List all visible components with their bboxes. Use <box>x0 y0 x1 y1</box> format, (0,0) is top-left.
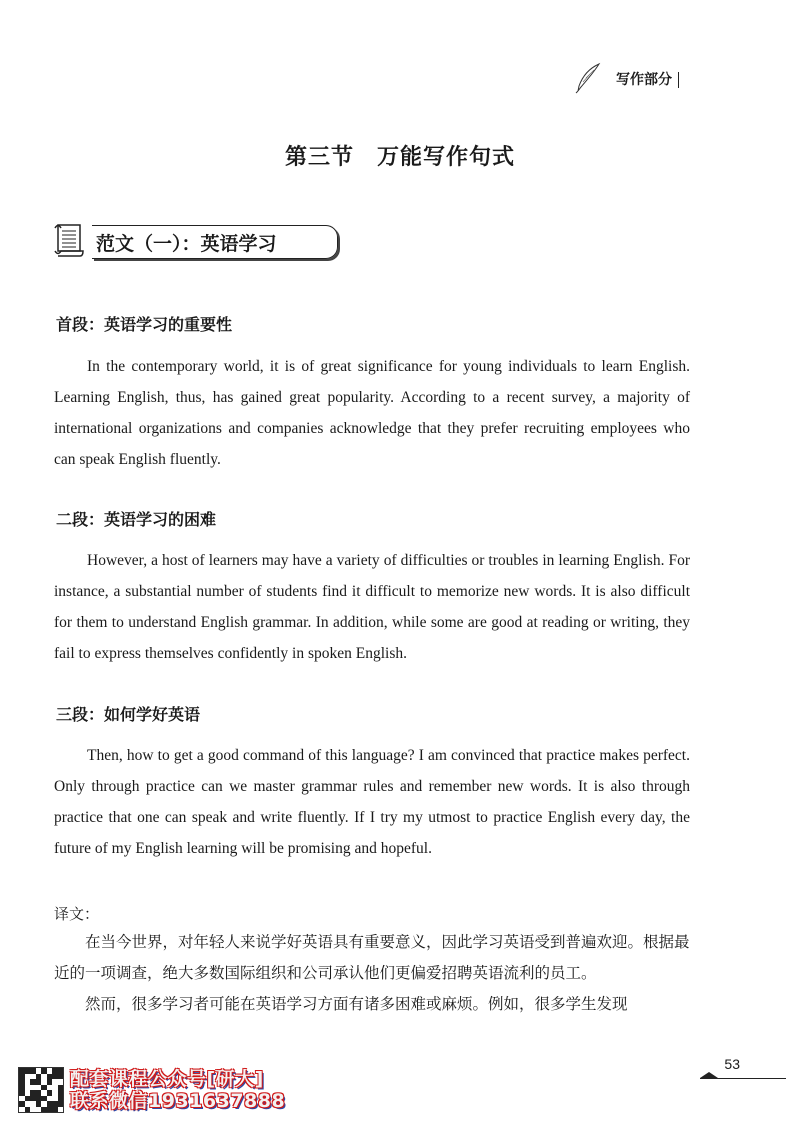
running-header <box>572 62 679 98</box>
section-title-3: 三段：如何学好英语 <box>56 705 201 724</box>
watermark-line-1: 配套课程公众号[研大] <box>70 1068 264 1090</box>
translation-label: 译文： <box>54 905 100 923</box>
paragraph-2: However, a host of learners may have a variety of difficulties or troubles in learning English. For instance, a substantial number of students find it difficult to memorize new words. It is also difficult for them to understand English grammar. In addition, while some are good at reading or writing, they fail to express themselves confidently in spoken English. <box>54 552 690 662</box>
page-number: 53 <box>724 1056 740 1072</box>
section-title-2: 二段：英语学习的困难 <box>56 510 217 529</box>
sample-heading <box>52 222 338 262</box>
section-label: 写作部分 <box>616 72 679 88</box>
quill-pen-icon <box>572 62 602 98</box>
sample-heading-label: 范文（一）：英语学习 <box>92 225 338 259</box>
page-footer <box>700 1056 786 1080</box>
footer-rule <box>700 1078 786 1079</box>
watermark-line-2: 联系微信1931637888 <box>70 1090 286 1112</box>
section-title-1: 首段：英语学习的重要性 <box>56 315 233 334</box>
translation-paragraph-2: 然而，很多学习者可能在英语学习方面有诸多困难或麻烦。例如，很多学生发现 <box>85 995 628 1013</box>
paragraph-1: In the contemporary world, it is of great significance for young individuals to learn English. Learning English, thus, has gained great popularity. According to a recent survey, a majority of international organizations and companies acknowledge that they prefer recruiting employees who can speak English fluently. <box>54 358 690 468</box>
watermark <box>18 1067 285 1113</box>
page-title: 第三节 万能写作句式 <box>284 145 515 170</box>
scroll-icon <box>52 222 86 262</box>
qr-code-icon <box>18 1067 64 1113</box>
paragraph-3: Then, how to get a good command of this language? I am convinced that practice makes perfect. Only through practice can we master grammar rules and remember new words. It is also through practice that one can speak and write fluently. If I try my utmost to practice English every day, the future of my English learning will be promising and hopeful. <box>54 747 690 857</box>
translation-paragraph-1: 在当今世界，对年轻人来说学好英语具有重要意义，因此学习英语受到普遍欢迎。根据最近的一项调查，绝大多数国际组织和公司承认他们更偏爱招聘英语流利的员工。 <box>54 933 690 982</box>
